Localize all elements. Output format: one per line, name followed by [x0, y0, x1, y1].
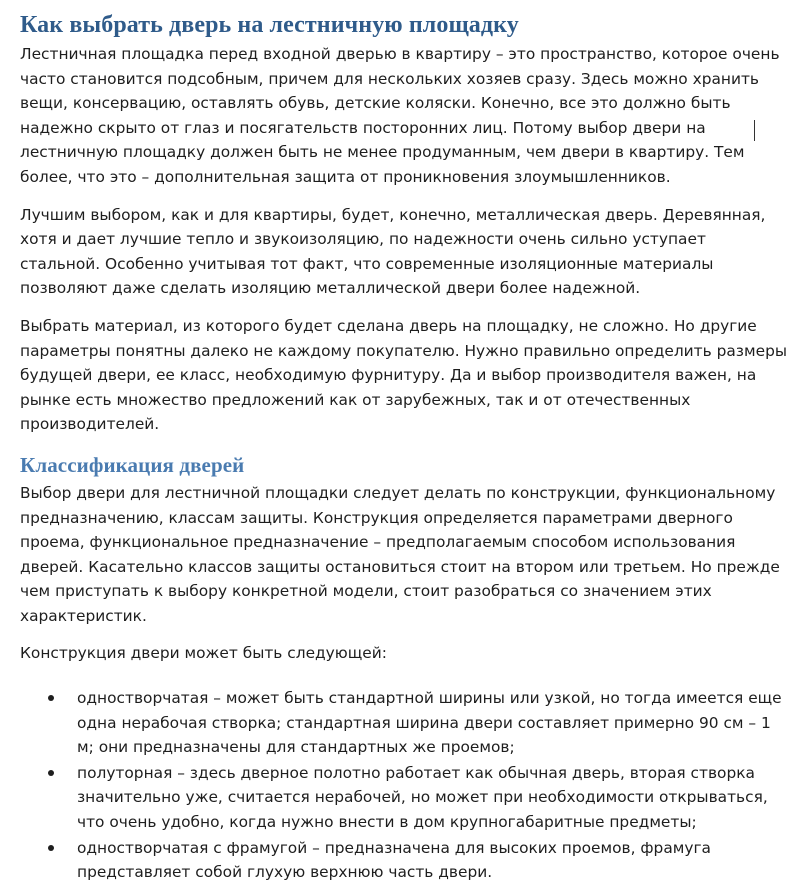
section-paragraph: Выбор двери для лестничной площадки следует делать по конструкции, функциональному предназначению, классам защиты. Конструкция определяется параметрами дверного проема, функциональное предназначение – предполагаемым способом использования дверей. Касательно классов защиты остановиться стоит на втором или третьем. Но прежде чем приступать к выбору конкретной модели, стоит разобраться со значением этих характеристик.: [20, 483, 780, 625]
text-cursor: [754, 120, 755, 141]
bullet-icon: [48, 695, 54, 701]
section-heading: Классификация дверей: [20, 452, 245, 477]
list-item: [20, 836, 790, 885]
list-item: [20, 761, 790, 835]
intro-paragraph-2: Лучшим выбором, как и для квартиры, будет, конечно, металлическая дверь. Деревянная, хотя и дает лучшие тепло и звукоизоляцию, по надежности очень сильно уступает стальной. Особенно учитывая тот факт, что современные изоляционные материалы позволяют даже сделать изоляцию металлической двери более надежной.: [20, 205, 766, 298]
list-item: [20, 686, 790, 760]
bullet-icon: [48, 770, 54, 776]
list-item-text: одностворчатая с фрамугой – предназначена для высоких проемов, фрамуга представляет собой глухую верхнюю часть двери.: [77, 838, 711, 882]
list-item-text: полуторная – здесь дверное полотно работает как обычная дверь, вторая створка значительно уже, считается нерабочей, но может при необходимости открываться, что очень удобно, когда нужно внести в дом крупногабаритные предметы;: [77, 763, 768, 832]
document-body: [20, 10, 790, 886]
bullet-icon: [48, 845, 54, 851]
list-intro: Конструкция двери может быть следующей:: [20, 644, 387, 663]
intro-paragraph-1: Лестничная площадка перед входной дверью в квартиру – это пространство, которое очень часто становится подсобным, причем для нескольких хозяев сразу. Здесь можно хранить вещи, консервацию, оставлять обувь, детские коляски. Конечно, все это должно быть надежно скрыто от глаз и посягательств посторонних лиц. Потому выбор двери на лестничную площадку должен быть не менее продуманным, чем двери в квартиру. Тем более, что это – дополнительная защита от проникновения злоумышленников.: [20, 45, 780, 186]
intro-paragraph-3: Выбрать материал, из которого будет сделана дверь на площадку, не сложно. Но другие параметры понятны далеко не каждому покупателю. Нужно правильно определить размеры будущей двери, ее класс, необходимую фурнитуру. Да и выбор производителя важен, на рынке есть множество предложений как от зарубежных, так и от отечественных производителей.: [20, 316, 787, 434]
article-title: Как выбрать дверь на лестничную площадку: [20, 12, 519, 38]
construction-list: [20, 686, 790, 885]
list-item-text: одностворчатая – может быть стандартной ширины или узкой, но тогда имеется еще одна нерабочая створка; стандартная ширина двери составляет примерно 90 см – 1 м; они предназначены для стандартных же проемов;: [77, 689, 782, 757]
